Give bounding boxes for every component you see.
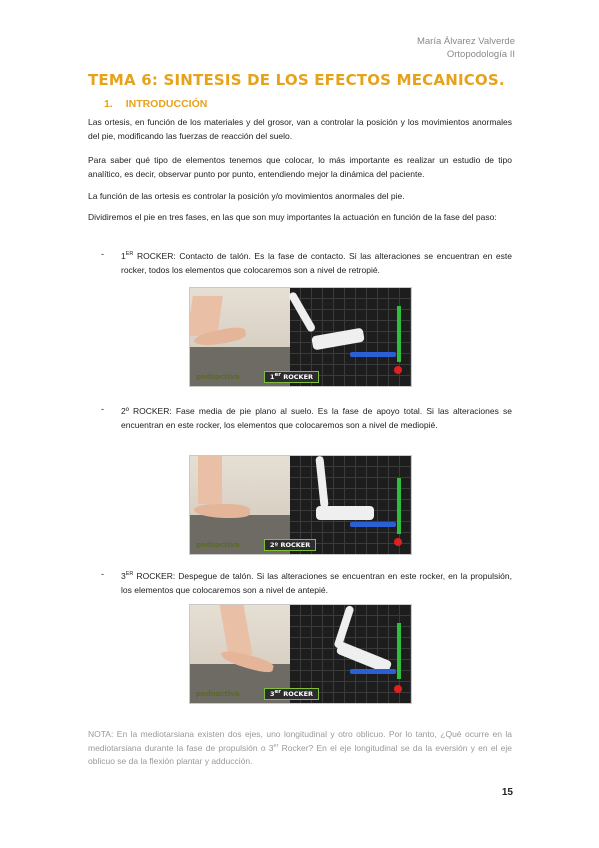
header-author: María Álvarez Valverde (416, 36, 515, 47)
rocker-figure-3 (189, 604, 412, 704)
note-sup: er (273, 742, 279, 749)
green-axis (397, 306, 401, 362)
page-number: 15 (501, 787, 513, 798)
bullet-text-1 (121, 249, 512, 277)
label-suffix: ROCKER (280, 690, 314, 698)
label-prefix: 2º (270, 541, 279, 549)
label-sup: er (274, 371, 281, 378)
note-paragraph (88, 728, 512, 769)
header-subject: Ortopodología II (446, 48, 515, 60)
label-prefix: 1 (270, 373, 275, 381)
bullet-sup-1: ER (125, 251, 134, 258)
green-axis (397, 623, 401, 679)
podoactiva-logo: podoactiva (196, 373, 240, 381)
note-part-2: Rocker? En el eje longitudinal se da la eversión y en el eje oblicuo se da la flexión plantar y adducción. (88, 742, 512, 766)
label-suffix: ROCKER (278, 541, 311, 549)
blue-axis (350, 352, 396, 357)
bullet-sup-3: ER (125, 571, 134, 578)
bullet-text-3 (121, 569, 512, 597)
rocker-label-1 (264, 371, 319, 383)
red-axis (394, 366, 402, 374)
rocker-figure-2 (189, 455, 412, 555)
bullet-prefix-2: 2º (121, 406, 129, 416)
bullet-body-2: ROCKER: Fase media de pie plano al suelo. Es la fase de apoyo total. Si las alteraciones se encuentran en este rocker, los elementos que colocaremos son a nivel de mediopié. (121, 406, 512, 430)
bullet-dash-1: - (101, 249, 104, 259)
document-title: TEMA 6: SINTESIS DE LOS EFECTOS MECANICOS. (88, 71, 505, 89)
bullet-dash-2: - (101, 404, 104, 414)
podoactiva-logo: podoactiva (196, 541, 240, 549)
section-heading (104, 98, 207, 110)
note-part-1: NOTA: En la mediotarsiana existen dos ejes, uno longitudinal y otro oblicuo. Por lo tanto, ¿Qué ocurre en la mediotarsiana durante la fase de propulsión o 3 (88, 729, 512, 753)
rocker-label-2 (264, 539, 316, 551)
label-prefix: 3 (270, 690, 275, 698)
blue-axis (350, 669, 396, 674)
paragraph-1: Las ortesis, en función de los materiales y del grosor, van a controlar la posición y los movimientos anormales del pie, modificando las fuerzas de reacción del suelo. (88, 117, 512, 141)
red-axis (394, 685, 402, 693)
green-axis (397, 478, 401, 534)
label-suffix: ROCKER (280, 373, 314, 381)
paragraph-2: Para saber qué tipo de elementos tenemos que colocar, lo más importante es realizar un estudio de tipo analítico, es decir, observar punto por punto, entendiendo mejor la dinámica del paciente. (88, 155, 512, 179)
paragraph-4: Dividiremos el pie en tres fases, en las que son muy importantes la actuación en función de la fase del paso: (88, 212, 497, 222)
section-label: INTRODUCCIÓN (125, 98, 208, 110)
bullet-prefix-3: 3 (121, 571, 126, 581)
foot-bones (316, 506, 374, 520)
red-axis (394, 538, 402, 546)
page-header (417, 36, 515, 61)
bullet-body-1: ROCKER: Contacto de talón. Es la fase de contacto. Si las alteraciones se encuentran en este rocker, todos los elementos que colocaremos son a nivel de retropié. (121, 251, 512, 275)
bullet-prefix-1: 1 (121, 251, 126, 261)
blue-axis (350, 522, 396, 527)
bullet-text-2 (121, 404, 512, 432)
rocker-figure-1 (189, 287, 412, 387)
leg-shape (198, 456, 222, 504)
label-sup: er (274, 688, 281, 695)
section-number: 1. (104, 98, 113, 110)
bullet-body-3: ROCKER: Despegue de talón. Si las alteraciones se encuentran en este rocker, en la propulsión, los elementos que colocaremos son a nivel de antepié. (121, 571, 512, 595)
podoactiva-logo: podoactiva (196, 690, 240, 698)
paragraph-3: La función de las ortesis es controlar la posición y/o movimientos anormales del pie. (88, 191, 405, 201)
rocker-label-3 (264, 688, 319, 700)
bullet-dash-3: - (101, 569, 104, 579)
